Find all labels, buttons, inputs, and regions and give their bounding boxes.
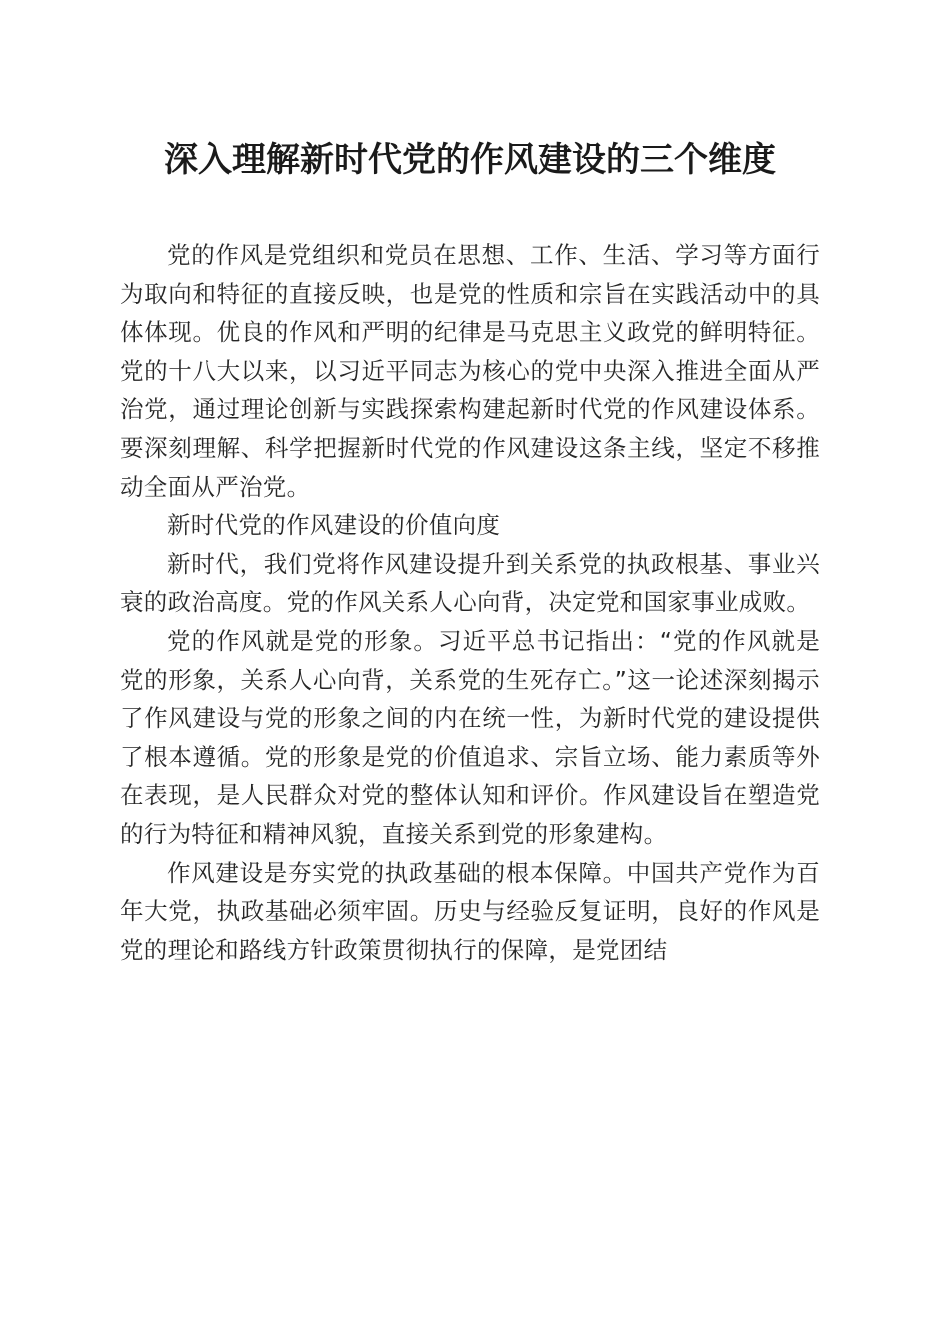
paragraph-party-image: 党的作风就是党的形象。习近平总书记指出：“党的作风就是党的形象，关系人心向背，关系党的生死存亡。”这一论述深刻揭示了作风建设与党的形象之间的内在统一性，为新时代党的建设提供了根本遵循。党的形象是党的价值追求、宗旨立场、能力素质等外在表现，是人民群众对党的整体认知和评价。作风建设旨在塑造党的行为特征和精神风貌，直接关系到党的形象建构。 [120,626,820,848]
document-body [120,236,820,969]
document-title: 深入理解新时代党的作风建设的三个维度 [164,140,776,180]
paragraph-intro: 党的作风是党组织和党员在思想、工作、生活、学习等方面行为取向和特征的直接反映，也是党的性质和宗旨在实践活动中的具体体现。优良的作风和严明的纪律是马克思主义政党的鲜明特征。党的十八大以来，以习近平同志为核心的党中央深入推进全面从严治党，通过理论创新与实践探索构建起新时代党的作风建设体系。要深刻理解、科学把握新时代党的作风建设这条主线，坚定不移推动全面从严治党。 [120,241,820,501]
paragraph-ruling-foundation: 作风建设是夯实党的执政基础的根本保障。中国共产党作为百年大党，执政基础必须牢固。历史与经验反复证明，良好的作风是党的理论和路线方针政策贯彻执行的保障，是党团结 [120,858,820,964]
paragraph-new-era: 新时代，我们党将作风建设提升到关系党的执政根基、事业兴衰的政治高度。党的作风关系人心向背，决定党和国家事业成败。 [120,549,820,617]
section-heading: 新时代党的作风建设的价值向度 [167,511,501,540]
